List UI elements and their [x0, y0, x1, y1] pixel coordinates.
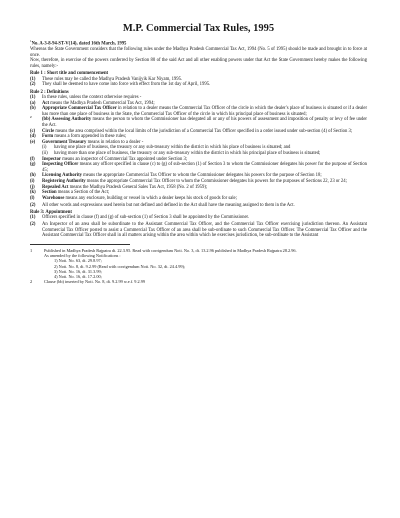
- defined-term: Repealed Act: [42, 184, 69, 190]
- item-number: (f): [30, 156, 35, 162]
- item-text: Officers specified in clause (f) and (g) of sub-section (1) of Section 3 shall be appointed by the Commissioner.: [42, 215, 250, 221]
- defined-term: Circle: [42, 128, 55, 134]
- definition-text: means the area comprised within the local limits of the jurisdiction of a Commercial Tax Officer specified in a order issued under sub-section (4) of Section 3;: [54, 128, 353, 134]
- notification-number: No. A-3-8-94-ST-V(14), dated 16th March, 1995: [31, 41, 127, 47]
- item-number: (e): [30, 139, 36, 145]
- footnote-list-item: 2) Noti. No. 8, dt. 9.2.99 (Read with corrigendum Noti. No. 32, dt. 24.4.99);: [54, 263, 186, 269]
- defined-term: Section: [42, 190, 57, 196]
- item-text: having more than one place of business, the treasury or any sub-treasury within the district in which his principal place of business is situated;: [54, 151, 321, 157]
- footnote-divider: [30, 244, 130, 245]
- footnote-2: [30, 279, 367, 284]
- footnote-text: Published in Madhya Pradesh Rajpatra dt. 22.3.95. Read with corrigendum Noti. No. 3, dt. 13.2.96 published in Madhya Pradesh Rajpatra 28.2.96.: [44, 247, 297, 253]
- item-number: (i): [30, 179, 35, 184]
- definition-text: means the appropriate Commercial Tax Officer to whom the Commissioner delegates his powers for the purposes of Sections 22, 23 or 24;: [85, 179, 347, 184]
- item-number: (c): [30, 128, 36, 134]
- definition-text: means the person to whom the Commissioner has delegated all or any of his powers of assessment and imposition of penalty or levy of fee under the Act.: [42, 117, 367, 129]
- item-text: [42, 117, 367, 128]
- rule-3-item: [30, 222, 367, 239]
- rule-1-item: [30, 82, 367, 88]
- definition-text: means a form appended in these rules;: [53, 134, 127, 140]
- preamble-paragraph: Whereas the State Government considers that the following rules under the Madhya Pradesh Commercial Tax Act, 1994 (No. 5 of 1995) should be made and brought in to force at once.: [30, 47, 367, 58]
- item-number: [30, 117, 42, 128]
- defined-term: Appropriate Commercial Tax Officer: [42, 106, 117, 112]
- defined-term: Inspector: [42, 156, 62, 162]
- defined-term: (bb) Assessing Authority: [42, 117, 92, 123]
- defined-term: Registering Authority: [42, 179, 86, 184]
- item-text: [42, 162, 367, 173]
- definition-text: means a Section of the Act;: [56, 190, 110, 196]
- defined-term: Form: [42, 134, 54, 140]
- footnote-list-item: 3) Noti. No. 16, dt. 31.3.99;: [54, 268, 102, 274]
- item-text: These rules may be called the Madhya Pradesh Vanijyik Kar Niyam, 1995.: [42, 76, 183, 82]
- page-title: M.P. Commercial Tax Rules, 1995: [122, 23, 275, 34]
- footnote-list-item: 4) Noti. No. 16, dt. 17.2.00;: [54, 273, 102, 279]
- defined-term: Act: [42, 100, 50, 106]
- footnote-list-item: 1) Noti. No. 63, dt. 29.8.97;: [54, 258, 102, 264]
- item-text: [42, 196, 367, 202]
- item-text: having one place of business, the treasury or any sub-treasury within the district in which his place of business is situated; and: [54, 145, 291, 151]
- definition-text: means an inspector of Commercial Tax appointed under Section 3;: [61, 156, 188, 162]
- item-number: (2): [30, 222, 36, 228]
- item-number: (g): [30, 162, 36, 168]
- item-number: (1): [30, 95, 36, 101]
- item-number: (2): [30, 202, 36, 208]
- rule-3-item: [30, 215, 367, 221]
- footnote-amended-line: As amended by the following Notifications :: [44, 253, 121, 259]
- definition-text: means the Madhya Pradesh Commercial Tax Act, 1994;: [49, 100, 155, 106]
- defined-term: Inspecting Officer: [42, 162, 79, 168]
- footnote-number: 2: [30, 279, 33, 285]
- item-number: (2): [30, 82, 36, 88]
- item-text: All other words and expressions used herein but not defined and defined in the Act shall have the meaning assigned to them in the Act.: [42, 202, 295, 208]
- item-number: (j): [30, 184, 35, 190]
- definition-item: [30, 117, 367, 128]
- rule-2-heading: Rule 2 : Definitions: [30, 89, 69, 95]
- definition-item: [30, 162, 367, 173]
- defined-term: Warehouse: [42, 195, 65, 201]
- item-number: (ii): [42, 151, 48, 157]
- item-number: (1): [30, 76, 36, 82]
- defined-term: Government Treasury: [42, 139, 87, 145]
- item-number: (i): [42, 145, 47, 151]
- item-text: In these rules, unless the context otherwise requires -: [42, 95, 142, 101]
- footnote-number: 1: [30, 247, 33, 253]
- item-number: (b): [30, 106, 36, 112]
- footnote-ref: 1: [30, 39, 32, 43]
- definition-text: means any enclosure, building or vessel in which a dealer keeps his stock of goods for sale;: [64, 195, 237, 201]
- item-number: (a): [30, 100, 36, 106]
- definition-text: means the Madhya Pradesh General Sales Tax Act, 1958 (No. 2 of 1959);: [68, 184, 208, 190]
- enacting-paragraph: Now, therefore, in exercise of the powers conferred by Section 80 of the said Act and all other enabling powers under that Act the State Government hereby makes the following rules, namely:-: [30, 58, 367, 69]
- footnote-ref: 2: [30, 115, 32, 120]
- item-number: (k): [30, 190, 36, 196]
- item-text: [42, 106, 367, 117]
- item-number: (1): [30, 215, 36, 221]
- defined-term: Licensing Authority: [42, 173, 82, 179]
- rule-2-sub-2: [30, 203, 367, 209]
- item-number: (l): [30, 195, 35, 201]
- rule-1-heading: Rule 1 : Short title and commencement: [30, 71, 109, 77]
- rule-3-heading: Rule 3: Appointment: [30, 209, 72, 215]
- item-number: (d): [30, 134, 36, 140]
- definition-text: means in relation to a dealer -: [86, 139, 144, 145]
- definition-text: in relation to a dealer means the Commercial Tax Officer of the circle in which the dealer's place of business is situated or if a dealer has more than one place of business in the State, the Commercial Tax Officer of the circle in which his principal place of business is situated;: [42, 106, 368, 117]
- footnote-text: Clause (bb) inserted by Noti. No. 8, dt. 9.2.99 w.e.f. 9.2.99: [44, 279, 146, 285]
- item-number: (h): [30, 173, 36, 179]
- item-text: They shall be deemed to have come into force with effect from the 1st day of April, 1995.: [42, 82, 211, 88]
- definition-text: means any officer specified in clause (c) to (g) of sub-section (1) of Section 3 to whom the Commissioner delegates his power for the purpose of Section 45;: [42, 162, 368, 173]
- item-text: An Inspector of an area shall be subordinate to the Assistant Commercial Tax Officer, and the Commercial Tax Officer exercising jurisdiction thereon. An Assistant Commercial Tax Officer posted to assist a Commercial Tax Officer of an area shall be sub-ordinate to such Commercial Tax Officer. The Commercial Tax Officer and the Assistant Commercial Tax Officer shall in all matters arising within the area within which he exercises jurisdiction, be sub-ordinate to the Assistant: [42, 222, 367, 239]
- definition-text: means the appropriate Commercial Tax Officer to whom the Commissioner delegates his powers for the purpose of Section 18;: [81, 173, 322, 179]
- definition-item: [30, 196, 367, 202]
